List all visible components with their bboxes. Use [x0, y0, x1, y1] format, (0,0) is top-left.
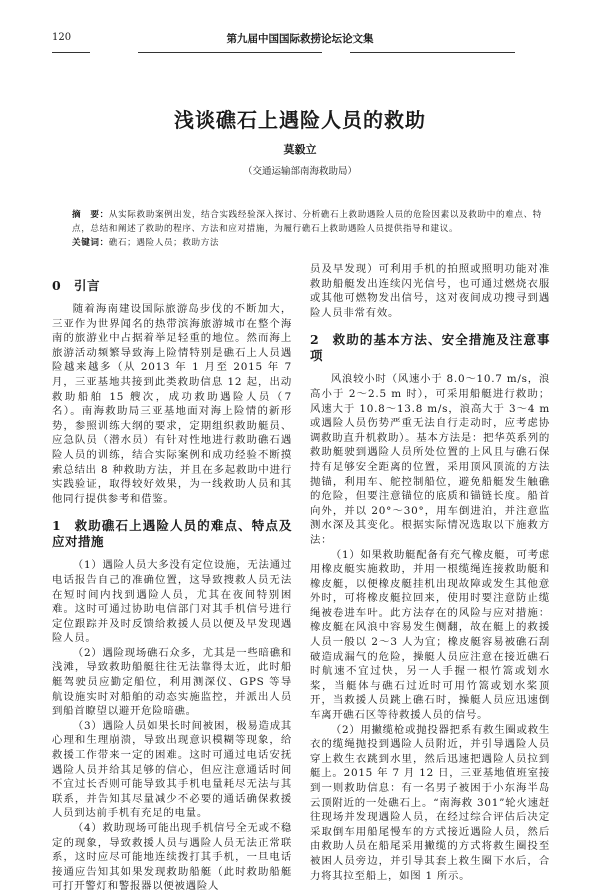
paragraph-continuation: 员及早发现）可利用手机的拍照或照明功能对准救助船艇发出连续闪光信号，也可通过燃烧衣服或其他可燃物发出信号，这对夜间成功搜寻到遇险人员非常有效。 — [310, 263, 550, 319]
right-column — [310, 262, 550, 883]
article-author: 莫毅立 — [283, 143, 317, 156]
abstract — [72, 208, 542, 236]
section-title: 救助礁石上遇险人员的难点、特点及应对措施 — [52, 518, 292, 550]
section-heading-1 — [52, 518, 292, 550]
paragraph: （1）如果救助艇配备有充气橡皮艇，可考虑用橡皮艇实施救助，并用一根缆绳连接救助艇和橡皮艇，以便橡皮艇挂机出现故障或发生其他意外时，可将橡皮艇拉回来，使用时要注意防止缆绳被卷进车叶。此方法存在的风险与应对措施：橡皮艇在风浪中容易发生侧翻，故在艇上的救援人员一般以 2～3 人为宜；橡皮艇容易被礁石刮破造成漏气的危险，操艇人员应注意在接近礁石时航速不宜过快，另一人手握一根竹篙或划水桨，当艇体与礁石过近时可用竹篙或划水桨顶开，当救援人员跳上礁石时，操艇人员应迅速倒车离开礁石区等待救援人员的信号。 — [310, 548, 550, 722]
abstract-block — [72, 208, 542, 250]
paragraph: （1）遇险人员大多没有定位设施，无法通过电话报告自己的准确位置，这导致搜救人员无法在短时间内找到遇险人员，尤其在夜间特别困难。这时可通过协助电信部门对其手机信号进行定位跟踪并及时反馈给救援人员以便及早发现遇险人员。 — [52, 559, 292, 645]
article-affiliation: （交通运输部南海救助局） — [242, 166, 357, 177]
page-number: 120 — [52, 32, 72, 43]
article-title: 浅谈礁石上遇险人员的救助 — [174, 108, 426, 132]
section-number: 0 — [52, 278, 62, 293]
paragraph: 随着海南建设国际旅游岛步伐的不断加大，三亚作为世界闻名的热带滨海旅游城市在整个海南的旅游业中占据着举足轻重的地位。然而海上旅游活动频繁导致海上险情特别是礁石上人员遇险越来越多（从 2013 年 1 月至 2015 年 7 月，三亚基地共接到此类救助信息 12 起，出动救助船舶 15 艘次，成功救助遇险人员（7 名）。南海救助局三亚基地面对海上险情的新形势，参照训练大纲的要求，定期组织救助艇员、应急队员（潜水员）有针对性地进行救助礁石遇险人员的训练，结合实际案例和成功经验不断摸索总结出 8 种救助方法，并且在多起救助中进行实践验证，取得较好效果，为一线救助人员和其他同行提供参考和借鉴。 — [52, 303, 292, 505]
section-title: 救助的基本方法、安全措施及注意事项 — [310, 332, 550, 364]
paragraph: （2）用撇缆枪或抛投器把系有救生圈或救生衣的缆绳抛投到遇险人员附近，并引导遇险人员穿上救生衣跳到水里，然后迅速把遇险人员拉到艇上。2015 年 7 月 12 日，三亚基地值班室接到一则救助信息：有一名男子被困于小东海半岛云顶附近的一处礁石上。“南海救 301”轮火速赶往现场并发现遇险人员，在经过综合评估后决定采取倒车用船尾慢车的方式接近遇险人员，然后由救助人员在船尾采用撇缆的方式将救生圈投至被困人员旁边，并引导其套上救生圈下水后，合力将其拉至船上，如图 1 所示。 — [310, 723, 550, 882]
paragraph: （2）遇险现场礁石众多，尤其是一些暗礁和浅滩，导致救助船艇往往无法靠得太近，此时船艇驾驶员应勤定船位，利用测深仪、GPS 等导航设施实时对船舶的动态实施监控，并派出人员到船首瞭望以避开危险暗礁。 — [52, 646, 292, 718]
paragraph: 风浪较小时（风速小于 8.0～10.7 m/s，浪高小于 2～2.5 m 时），可采用船艇进行救助；风速大于 10.8～13.8 m/s，浪高大于 3～4 m 或遇险人员伤势严重无法自行走动时，应考虑协调救助直升机救助）。基本方法是：把华英系列的救助艇驶到遇险人员所处位置的上风且与礁石保持有足够安全距离的位置，采用顶风顶流的方法抛锚，利用车、舵控制船位，避免船艇发生触礁的危险，但要注意锚位的底质和锚链长度。船首向外，并以 20°～30°，用车倒进泊，并注意监测水深及其变化。根据实际情况选取以下施救方法： — [310, 373, 550, 546]
abstract-text: 从实际救助案例出发，结合实践经验深入探讨、分析礁石上救助遇险人员的危险因素以及救助中的难点、特点，总结和阐述了救助的程序、方法和应对措施，为履行礁石上救助遇险人员提供指导和建议。 — [72, 210, 543, 234]
left-column — [52, 268, 292, 894]
header-rule-left — [52, 52, 90, 53]
section-heading-2 — [310, 332, 550, 364]
abstract-label: 摘 要： — [72, 210, 109, 220]
header-rule-middle — [138, 52, 322, 53]
section-number: 2 — [310, 332, 320, 348]
paragraph: （4）救助现场可能出现手机信号全无或不稳定的现象，导致救援人员与遇险人员无法正常联系，这时应尽可能地连续拨打其手机，一旦电话接通应告知其如果发现救助船艇（此时救助船艇可打开警灯和警报器以便被遇险人 — [52, 822, 292, 893]
running-title: 第九届中国国际救捞论坛论文集 — [226, 33, 374, 45]
section-number: 1 — [52, 518, 62, 534]
keywords — [72, 236, 542, 250]
keywords-label: 关键词： — [72, 238, 109, 248]
header-rule-right — [350, 52, 515, 53]
section-title: 引言 — [74, 278, 101, 293]
section-heading-0 — [52, 278, 292, 294]
keywords-text: 礁石；遇险人员；救助方法 — [108, 238, 220, 248]
paragraph: （3）遇险人员如果长时间被困，极易造成其心理和生理崩溃，导致出现意识模糊等现象，给救援工作带来一定的困难。这时可通过电话安抚遇险人员并给其足够的信心，但应注意通话时间不宜过长否则可能导致其手机电量耗尽无法与其联系，并告知其尽量减少不必要的通话确保救援人员到达前手机有充足的电量。 — [52, 719, 292, 820]
